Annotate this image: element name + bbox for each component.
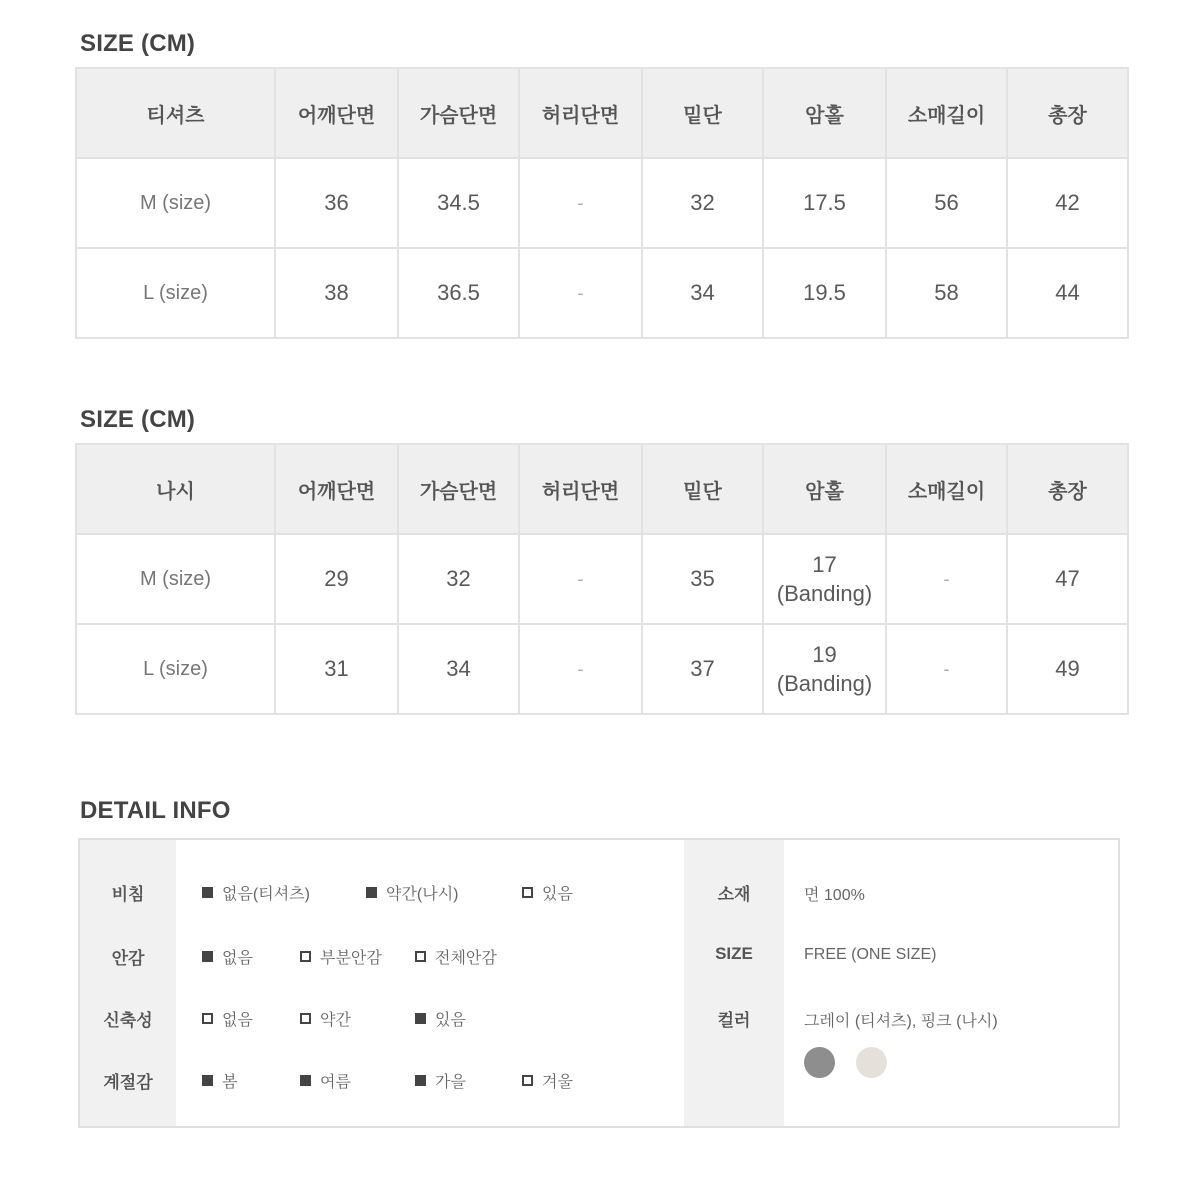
- option-label: 없음: [222, 1012, 253, 1029]
- header-cell-length: 총장: [1007, 68, 1128, 158]
- header-cell-chest: 가슴단면: [398, 68, 519, 158]
- color-value: 그레이 (티셔츠), 핑크 (나시): [804, 1013, 998, 1030]
- header-cell-product: 나시: [76, 444, 275, 534]
- table-cell: -: [886, 624, 1007, 714]
- option-label: 겨울: [542, 1074, 573, 1091]
- table-cell: 34: [398, 624, 519, 714]
- table-cell: 31: [275, 624, 398, 714]
- table-cell: -: [519, 534, 642, 624]
- option-item: [415, 945, 497, 968]
- row-label-stretch: 신축성: [103, 1011, 153, 1030]
- size-value: FREE (ONE SIZE): [804, 946, 937, 963]
- armhole-note: (Banding): [776, 671, 873, 696]
- checkbox-checked: [202, 951, 213, 962]
- option-item: [202, 1069, 237, 1092]
- table-header-row: [76, 68, 1128, 158]
- sleeveless-size-table: [75, 443, 1129, 715]
- table-cell: 47: [1007, 534, 1128, 624]
- table-cell: -: [519, 158, 642, 248]
- material-label: 소재: [717, 885, 751, 904]
- table-cell: 36.5: [398, 248, 519, 338]
- table-cell: 49: [1007, 624, 1128, 714]
- table-header-row: [76, 444, 1128, 534]
- sleeveless-size-title: SIZE (CM): [80, 406, 196, 433]
- option-label: 가을: [435, 1074, 466, 1091]
- option-label: 없음(티셔츠): [222, 886, 310, 903]
- checkbox-unchecked: [300, 951, 311, 962]
- table-row: [76, 534, 1128, 624]
- tshirt-size-table: [75, 67, 1129, 339]
- armhole-value: 19: [812, 642, 837, 667]
- table-cell-armhole: [763, 534, 886, 624]
- header-cell-armhole: 암홀: [763, 444, 886, 534]
- table-cell: 19.5: [763, 248, 886, 338]
- header-cell-shoulder: 어깨단면: [275, 444, 398, 534]
- table-cell: -: [886, 534, 1007, 624]
- header-cell-length: 총장: [1007, 444, 1128, 534]
- option-item: [366, 881, 458, 904]
- table-cell: 32: [642, 158, 763, 248]
- checkbox-unchecked: [415, 951, 426, 962]
- checkbox-checked: [202, 1075, 213, 1086]
- table-cell-size: M (size): [76, 158, 275, 248]
- table-cell: 32: [398, 534, 519, 624]
- checkbox-checked: [300, 1075, 311, 1086]
- material-value: 면 100%: [804, 887, 865, 904]
- row-label-transparency: 비침: [111, 885, 145, 904]
- row-label-lining: 안감: [111, 949, 145, 968]
- header-cell-waist: 허리단면: [519, 68, 642, 158]
- table-cell: 37: [642, 624, 763, 714]
- option-item: [202, 945, 253, 968]
- tshirt-size-title: SIZE (CM): [80, 30, 196, 57]
- table-cell-size: L (size): [76, 624, 275, 714]
- table-cell: 42: [1007, 158, 1128, 248]
- table-cell: 44: [1007, 248, 1128, 338]
- header-cell-sleeve: 소매길이: [886, 444, 1007, 534]
- table-cell: 36: [275, 158, 398, 248]
- color-swatch-pink: [856, 1047, 887, 1078]
- checkbox-checked: [202, 887, 213, 898]
- table-cell: -: [519, 624, 642, 714]
- option-label: 있음: [435, 1012, 466, 1029]
- header-cell-chest: 가슴단면: [398, 444, 519, 534]
- armhole-value: 17: [812, 552, 837, 577]
- header-cell-sleeve: 소매길이: [886, 68, 1007, 158]
- table-cell: 34.5: [398, 158, 519, 248]
- header-cell-armhole: 암홀: [763, 68, 886, 158]
- checkbox-checked: [415, 1075, 426, 1086]
- table-cell: -: [519, 248, 642, 338]
- option-item: [300, 945, 382, 968]
- option-label: 약간(나시): [386, 886, 459, 903]
- option-item: [415, 1069, 466, 1092]
- detail-label-column: [80, 840, 176, 1126]
- option-item: [522, 881, 573, 904]
- header-cell-hem: 밑단: [642, 68, 763, 158]
- table-cell: 56: [886, 158, 1007, 248]
- header-cell-shoulder: 어깨단면: [275, 68, 398, 158]
- option-item: [300, 1069, 351, 1092]
- spec-value-column: [784, 840, 1118, 1126]
- table-row: [76, 248, 1128, 338]
- checkbox-unchecked: [522, 887, 533, 898]
- header-cell-waist: 허리단면: [519, 444, 642, 534]
- armhole-note: (Banding): [776, 581, 873, 606]
- table-cell: 38: [275, 248, 398, 338]
- option-item: [415, 1007, 466, 1030]
- checkbox-unchecked: [522, 1075, 533, 1086]
- option-item: [522, 1069, 573, 1092]
- option-label: 부분안감: [320, 950, 382, 967]
- table-cell: 35: [642, 534, 763, 624]
- detail-info-panel: [78, 838, 1120, 1128]
- row-label-season: 계절감: [103, 1073, 153, 1092]
- checkbox-unchecked: [202, 1013, 213, 1024]
- option-label: 여름: [320, 1074, 351, 1091]
- option-item: [300, 1007, 351, 1030]
- size-label: SIZE: [715, 944, 753, 963]
- option-item: [202, 881, 310, 904]
- table-cell: 29: [275, 534, 398, 624]
- detail-info-title: DETAIL INFO: [80, 797, 231, 824]
- color-swatch-gray: [804, 1047, 835, 1078]
- spec-label-column: [684, 840, 784, 1126]
- option-label: 있음: [542, 886, 573, 903]
- option-item: [202, 1007, 253, 1030]
- table-row: [76, 624, 1128, 714]
- table-cell: 58: [886, 248, 1007, 338]
- option-label: 없음: [222, 950, 253, 967]
- option-label: 약간: [320, 1012, 351, 1029]
- detail-option-column: [176, 840, 684, 1126]
- table-cell: 34: [642, 248, 763, 338]
- checkbox-checked: [415, 1013, 426, 1024]
- table-cell-armhole: [763, 624, 886, 714]
- table-cell: 17.5: [763, 158, 886, 248]
- option-label: 봄: [222, 1074, 238, 1091]
- option-label: 전체안감: [435, 950, 497, 967]
- table-row: [76, 158, 1128, 248]
- checkbox-unchecked: [300, 1013, 311, 1024]
- table-cell-size: M (size): [76, 534, 275, 624]
- header-cell-hem: 밑단: [642, 444, 763, 534]
- color-label: 컬러: [717, 1011, 751, 1030]
- header-cell-product: 티셔츠: [76, 68, 275, 158]
- table-cell-size: L (size): [76, 248, 275, 338]
- checkbox-checked: [366, 887, 377, 898]
